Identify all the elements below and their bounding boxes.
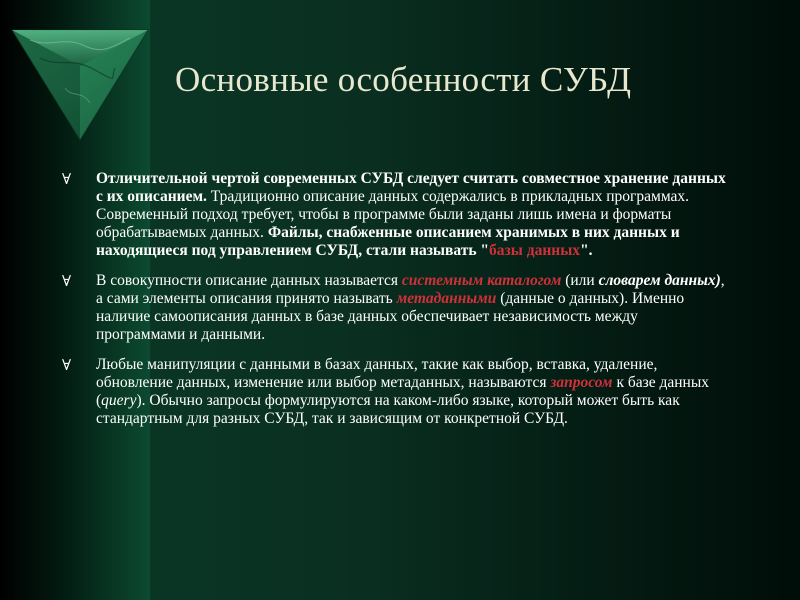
bullet-text: ".: [580, 242, 593, 259]
list-item: [62, 170, 730, 260]
down-triangle-bullet-icon: ∀: [62, 274, 72, 290]
emphasis-term: query: [101, 392, 137, 409]
down-triangle-bullet-icon: ∀: [62, 358, 72, 374]
bullet-text: (или: [561, 272, 599, 289]
down-triangle-bullet-icon: ∀: [62, 172, 72, 188]
bullet-text: Файлы, снабженные описанием хранимых в них данных и находящиеся под управлением СУБД, стали называть ": [96, 224, 680, 259]
bullet-text: Отличительной чертой современных СУБД следует считать совместное хранение данных с их описанием.: [96, 170, 726, 205]
emphasis-term: словарем данных): [598, 272, 721, 289]
slide-title: Основные особенности СУБД: [175, 60, 632, 99]
bullet-list: [62, 170, 730, 440]
bullet-text: , а сами элементы описания принято называть: [96, 272, 725, 307]
highlight-term: системным каталогом: [401, 272, 562, 289]
bullet-text: В совокупности описание данных называется: [96, 272, 402, 289]
bullet-text: (данные о данных). Именно наличие самоописания данных в базе данных обеспечивает независимость между программами и данными.: [96, 290, 685, 343]
list-item: [62, 356, 730, 428]
green-marble-triangle-icon: [10, 28, 150, 143]
bullet-text: к базе данных (: [96, 374, 710, 409]
bullet-text: Любые манипуляции с данными в базах данных, такие как выбор, вставка, удаление, обновление данных, изменение или выбор метаданных, называются: [96, 356, 658, 391]
highlight-term: метаданными: [396, 290, 497, 307]
bullet-text: Традиционно описание данных содержались в прикладных программах. Современный подход требует, чтобы в программе были заданы лишь имена и форматы обрабатываемых данных.: [96, 188, 690, 241]
bullet-text: ). Обычно запросы формулируются на каком-либо языке, который может быть как стандартным для разных СУБД, так и зависящим от конкретной СУБД.: [96, 392, 680, 427]
list-item: [62, 272, 730, 344]
highlight-term: базы данных: [489, 242, 581, 259]
highlight-term: запросом: [550, 374, 613, 391]
